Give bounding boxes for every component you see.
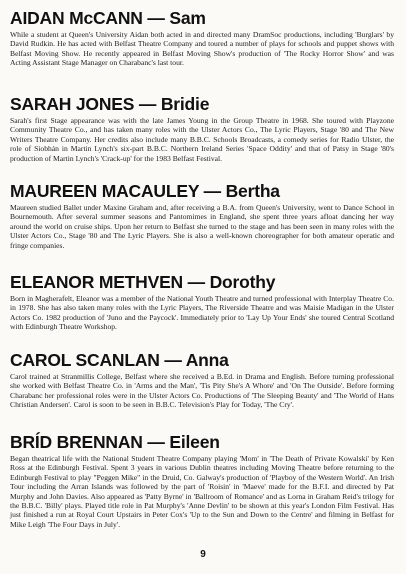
cast-bio: Carol trained at Stranmillis College, Belfast where she received a B.Ed. in Drama and English. Before turning professional she worked with Belfast Theatre Co. in 'Arms and the Man', 'Tis Pity She's A Whore' and 'On The Outside'. Before forming Charabanc her professional roles were in the Ulster Actors Co. Productions of 'The Sleeping Beauty' and 'The World of Hans Christian Andersen'. Carol is soon to be seen in B.B.C. Television's Play for Today, 'The Cry'. xyxy=(10,372,394,410)
cast-heading: BRÍD BRENNAN — Eileen xyxy=(10,432,220,452)
cast-entry-eleanor-methven xyxy=(10,272,394,332)
page-number: 9 xyxy=(200,549,206,560)
cast-entry-maureen-macauley xyxy=(10,181,394,250)
cast-heading: ELEANOR METHVEN — Dorothy xyxy=(10,272,276,292)
cast-bio: While a student at Queen's University Aidan both acted in and directed many DramSoc productions, including 'Burglars' by David Rudkin. He has acted with Belfast Theatre Company and toured a number of plays for schools and puppet shows with Belfast Moving Show. He recently appeared in Belfast Moving Show's production of 'The Rocky Horror Show' and was Acting Assistant Stage Manager on Charabanc's last tour. xyxy=(10,30,394,68)
cast-bio: Began theatrical life with the National Student Theatre Company playing 'Mom' in 'The Death of Private Kowalski' by Ken Ross at the Edinburgh Festival. Spent 3 years in various Dublin theatres including Moving Theatre before returning to the Edinburgh Festival to play "Peggen Mike" in the Druid, Co. Galway's production of 'Playboy of the Western World'. An Irish Tour including the Arran Islands was followed by the part of 'Roisin' in 'Maeve' made for the B.F.I. and directed by Pat Murphy and John Davies. Also appeared as 'Patty Byrne' in 'Ballroom of Romance' and as Lorna in Graham Reid's trilogy for the B.B.C. 'Billy' plays. Played title role in Pat Murphy's 'Anne Devlin' to be shown at this year's London Film Festival. Has just finished a run at Royal Court Upstairs in Peter Cox's 'Up to the Sun and Down to the Centre' and filming in Belfast for Mike Leigh 'The Four Days in July'. xyxy=(10,454,394,529)
cast-heading: AIDAN McCANN — Sam xyxy=(10,8,206,28)
cast-bio: Maureen studied Ballet under Maxine Graham and, after receiving a B.A. from Queen's University, went to Dance School in Bournemouth. After several summer seasons and Pantomimes in England, she spent three years afloat dancing her way around the world on cruise ships. Upon her return to Belfast she turned to the stage and has been seen in many roles with the Ulster Actors Co., Stage '80 and The Lyric Players. She is also a well-known choreographer for both amateur operatic and fringe companies. xyxy=(10,203,394,250)
cast-entry-brid-brennan xyxy=(10,432,394,529)
cast-bio: Sarah's first Stage appearance was with the late James Young in the Group Theatre in 1968. She toured with Playzone Community Theatre Co., and has taken many roles with the Ulster Actors Co., The Lyric Players, Stage '80 and The New Writers Theatre Company. Her credits also include many B.B.C. Schools Broadcasts, a comedy series for Radio Ulster, the role of Siobhán in Martin Lynch's six-part B.B.C. Northern Ireland Series 'Space Oddity' and that of Patsy in Stage '80's production of Martin Lynch's 'Crack-up' for the 1983 Belfast Festival. xyxy=(10,116,394,163)
cast-heading: MAUREEN MACAULEY — Bertha xyxy=(10,181,280,201)
cast-entry-carol-scanlan xyxy=(10,350,394,410)
cast-heading: SARAH JONES — Bridie xyxy=(10,94,210,114)
cast-bio: Born in Magherafelt, Eleanor was a member of the National Youth Theatre and turned professional with Interplay Theatre Co. in 1978. She has also taken many roles with the Lyric Players, The Riverside Theatre and was Maisie Madigan in the Ulster Actors Co. 1982 production of 'Juno and the Paycock'. Immediately prior to 'Lay Up Your Ends' she toured Central Scotland with Edinburgh Theatre Workshop. xyxy=(10,294,394,332)
cast-entry-sarah-jones xyxy=(10,94,394,163)
cast-entry-aidan-mccann xyxy=(10,8,394,68)
cast-heading: CAROL SCANLAN — Anna xyxy=(10,350,229,370)
